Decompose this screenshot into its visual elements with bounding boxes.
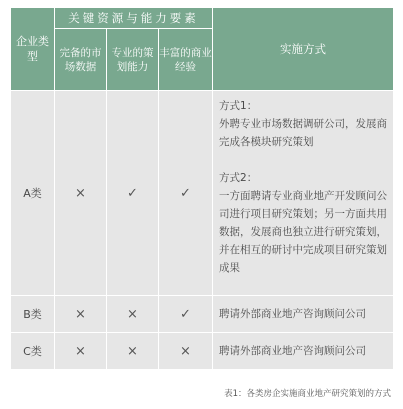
mark-planning-ability: ✓ xyxy=(107,91,159,296)
method-header: 实施方式 xyxy=(213,8,394,91)
sub-header-business-experience: 丰富的商业经验 xyxy=(159,29,213,91)
sub-header-market-data: 完备的市场数据 xyxy=(55,29,107,91)
method-text xyxy=(213,333,394,370)
row-category: A类 xyxy=(11,91,55,296)
mark-market-data: × xyxy=(55,333,107,370)
corner-header: 企业类型 xyxy=(11,8,55,91)
method-line: 方式2： xyxy=(219,172,258,184)
table-row xyxy=(11,296,394,333)
method-line: 外聘专业市场数据调研公司，发展商完成各模块研究策划 xyxy=(219,118,388,148)
method-text xyxy=(213,296,394,333)
row-category: C类 xyxy=(11,333,55,370)
mark-planning-ability: × xyxy=(107,296,159,333)
method-line: 聘请外部商业地产咨询顾问公司 xyxy=(219,345,367,357)
sub-header-planning-ability: 专业的策划能力 xyxy=(107,29,159,91)
method-line: 方式1： xyxy=(219,100,258,112)
table-row xyxy=(11,333,394,370)
mark-market-data: × xyxy=(55,296,107,333)
mark-business-experience: ✓ xyxy=(159,296,213,333)
group-header: 关键资源与能力要素 xyxy=(55,8,213,29)
method-text xyxy=(213,91,394,296)
mark-business-experience: ✓ xyxy=(159,91,213,296)
research-methods-table xyxy=(10,7,394,370)
mark-market-data: × xyxy=(55,91,107,296)
mark-business-experience: × xyxy=(159,333,213,370)
mark-planning-ability: × xyxy=(107,333,159,370)
method-line: 一方面聘请专业商业地产开发顾问公司进行项目研究策划；另一方面共用数据，发展商也独立进行研究策划，并在相互的研讨中完成项目研究策划成果 xyxy=(219,190,388,274)
method-line: 聘请外部商业地产咨询顾问公司 xyxy=(219,308,367,320)
table-caption: 表1：各类房企实施商业地产研究策划的方式 xyxy=(224,389,391,399)
table-row xyxy=(11,91,394,296)
row-category: B类 xyxy=(11,296,55,333)
method-gap xyxy=(219,151,389,169)
